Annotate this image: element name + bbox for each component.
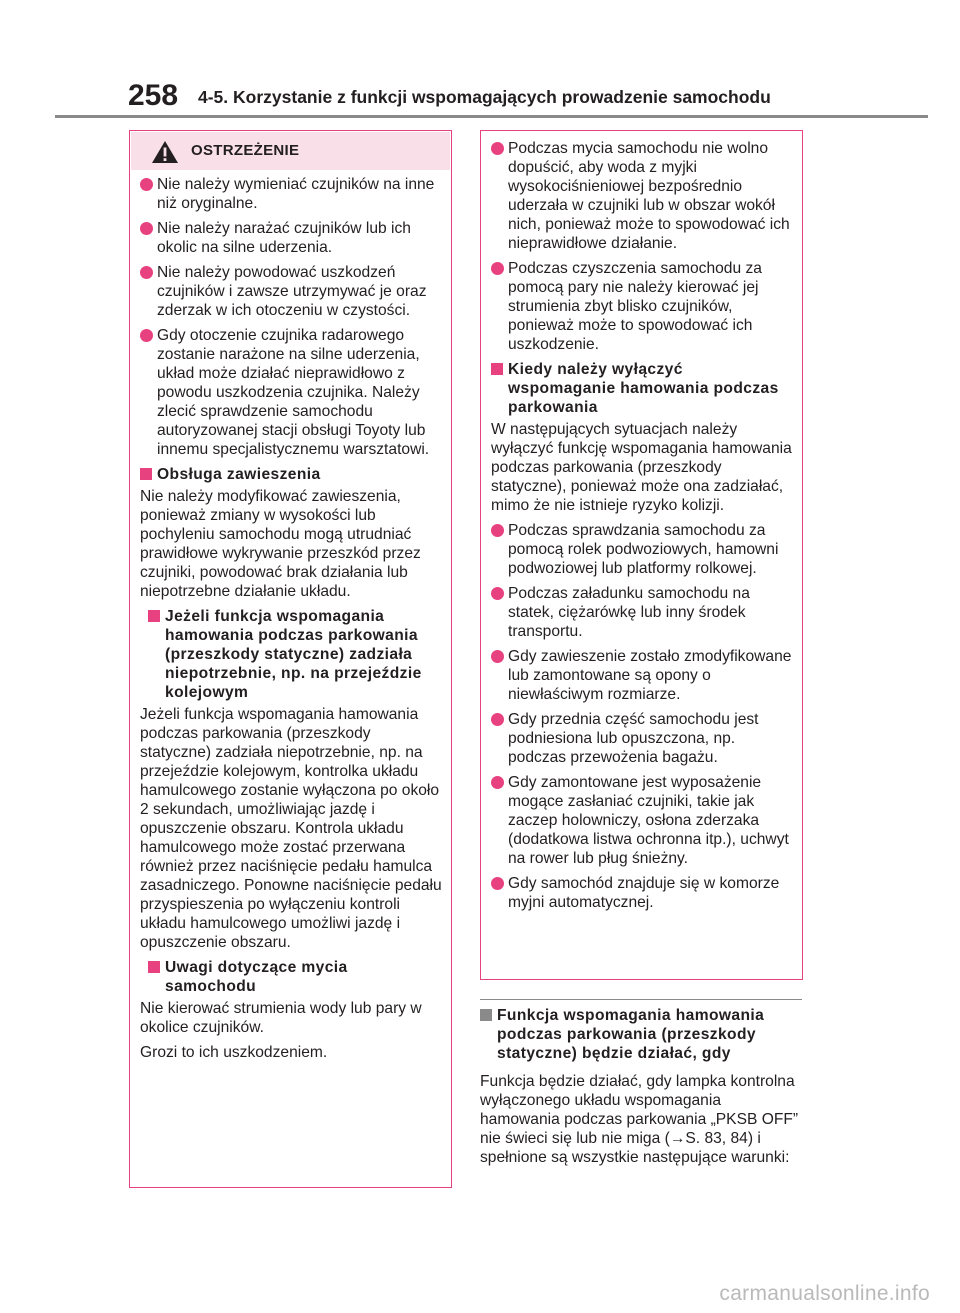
header-divider (55, 115, 928, 118)
bullet-text: Gdy zawieszenie zostało zmodyfikowane lub zamontowane są opony o niewłaściwym rozmiarze. (508, 648, 792, 703)
washing-text: Nie kierować strumienia wody lub pary w okolice czujników. (140, 1000, 422, 1036)
operation-conditions-text: Funkcja będzie działać, gdy lampka kontrolna wyłączonego układu wspomagania hamowania podczas parkowania „PKSB OFF” nie świeci się lub nie miga (→S. 83, 84) i spełnione są wszystkie następujące warunki: (480, 1073, 799, 1166)
washing-text: Grozi to ich uszkodzeniem. (140, 1044, 328, 1061)
bullet-text: Gdy otoczenie czujnika radarowego zostanie narażone na silne uderzenia, układ może działać nieprawidłowo z powodu uszkodzenia czujnika. Należy zlecić sprawdzenie samochodu autoryzowanej stacji obsługi Toyoty lub innemu specjalistycznemu warsztatowi. (157, 327, 430, 458)
square-bullet-icon (491, 363, 503, 375)
bullet-text: Podczas czyszczenia samochodu za pomocą pary nie należy kierować jej strumienia zbyt blisko czujników, ponieważ może to spowodować ich uszkodzenie. (508, 260, 762, 353)
bullet-dot-icon (491, 650, 504, 663)
bullet-dot-icon (491, 262, 504, 275)
watermark: carmanualsonline.info (719, 1282, 930, 1305)
warning-bullet (140, 326, 442, 459)
warning-bullet (491, 521, 793, 578)
bullet-dot-icon (491, 713, 504, 726)
suspension-heading: Obsługa zawieszenia (140, 465, 442, 484)
bullet-dot-icon (491, 776, 504, 789)
bullet-dot-icon (491, 877, 504, 890)
disable-function-text: W następujących sytuacjach należy wyłączyć funkcję wspomagania hamowania podczas parkowania (przeszkody statyczne), ponieważ może ona zadziałać, mimo że nie istnieje ryzyko kolizji. (491, 421, 792, 514)
bullet-text: Nie należy wymieniać czujników na inne niż oryginalne. (157, 176, 435, 212)
bullet-text: Nie należy narażać czujników lub ich okolic na silne uderzenia. (157, 220, 411, 256)
square-bullet-icon (480, 1009, 492, 1021)
bullet-text: Podczas mycia samochodu nie wolno dopuścić, aby woda z myjki wysokociśnieniowej bezpośrednio uderzała w czujniki lub w obszar wokół nich, ponieważ może to spowodować ich nieprawidłowe działanie. (508, 140, 790, 252)
warning-triangle-icon (151, 140, 179, 164)
warning-title: OSTRZEŻENIE (191, 142, 300, 159)
warning-bullet (491, 647, 793, 704)
bullet-text: Podczas sprawdzania samochodu za pomocą rolek podwoziowych, hamowni podwoziowej lub platformy rolkowej. (508, 522, 779, 577)
operation-conditions-heading: Funkcja wspomagania hamowania podczas parkowania (przeszkody statyczne) będzie działać, gdy (480, 1006, 802, 1063)
unnecessary-activation-heading: Jeżeli funkcja wspomagania hamowania podczas parkowania (przeszkody statyczne) zadziała niepotrzebnie, np. na przejeździe kolejowym (148, 607, 442, 702)
warning-box-right (480, 130, 803, 980)
bullet-dot-icon (491, 524, 504, 537)
bullet-text: Nie należy powodować uszkodzeń czujników i zawsze utrzymywać je oraz zderzak w ich otoczeniu w czystości. (157, 264, 427, 319)
page-header (128, 78, 928, 118)
warning-bullet (140, 219, 442, 257)
warning-bullet (140, 175, 442, 213)
section-divider (480, 999, 802, 1000)
warning-bullet (491, 874, 793, 912)
page-number: 258 (128, 79, 179, 112)
warning-bullet (491, 584, 793, 641)
warning-content (130, 175, 451, 1068)
bullet-dot-icon (491, 142, 504, 155)
operation-conditions-section (480, 999, 802, 1173)
section-title: 4-5. Korzystanie z funkcji wspomagających prowadzenie samochodu (198, 87, 771, 107)
square-bullet-icon (148, 961, 160, 973)
washing-heading: Uwagi dotyczące mycia samochodu (148, 958, 442, 996)
warning-bullet (491, 710, 793, 767)
square-bullet-icon (140, 468, 152, 480)
bullet-dot-icon (140, 178, 153, 191)
bullet-text: Gdy samochód znajduje się w komorze myjni automatycznej. (508, 875, 780, 911)
bullet-dot-icon (140, 329, 153, 342)
bullet-dot-icon (140, 266, 153, 279)
warning-bullet (491, 139, 793, 253)
warning-box-left (129, 130, 452, 1188)
bullet-dot-icon (491, 587, 504, 600)
warning-bullet (491, 259, 793, 354)
warning-header (131, 132, 450, 170)
bullet-text: Gdy zamontowane jest wyposażenie mogące zasłaniać czujniki, takie jak zaczep holowniczy, osłona zderzaka (dodatkowa listwa ochronna itp.), uchwyt na rower lub pług śnieżny. (508, 774, 789, 867)
suspension-text: Nie należy modyfikować zawieszenia, ponieważ zmiany w wysokości lub pochyleniu samochodu mogą utrudniać prawidłowe wykrywanie przeszkód przez czujniki, powodować brak działania lub niepotrzebne działanie układu. (140, 488, 421, 600)
bullet-text: Podczas załadunku samochodu na statek, ciężarówkę lub inny środek transportu. (508, 585, 750, 640)
square-bullet-icon (148, 610, 160, 622)
bullet-dot-icon (140, 222, 153, 235)
warning-bullet (491, 773, 793, 868)
bullet-text: Gdy przednia część samochodu jest podniesiona lub opuszczona, np. podczas przewożenia bagażu. (508, 711, 759, 766)
warning-content (481, 139, 802, 918)
warning-bullet (140, 263, 442, 320)
unnecessary-activation-text: Jeżeli funkcja wspomagania hamowania podczas parkowania (przeszkody statyczne) zadziała niepotrzebnie, np. na przejeździe kolejowym, kontrolka układu hamulcowego zostanie wyłączona po około 2 sekundach, umożliwiając jazdę i opuszczenie obszaru. Kontrola układu hamulcowego może zostać przerwana również przez naciśnięcie pedału hamulca zasadniczego. Ponowne naciśnięcie pedału przyspieszenia po wyłączeniu kontroli układu hamulcowego umożliwi jazdę i opuszczenie obszaru. (140, 706, 442, 951)
disable-function-heading: Kiedy należy wyłączyć wspomaganie hamowania podczas parkowania (491, 360, 793, 417)
